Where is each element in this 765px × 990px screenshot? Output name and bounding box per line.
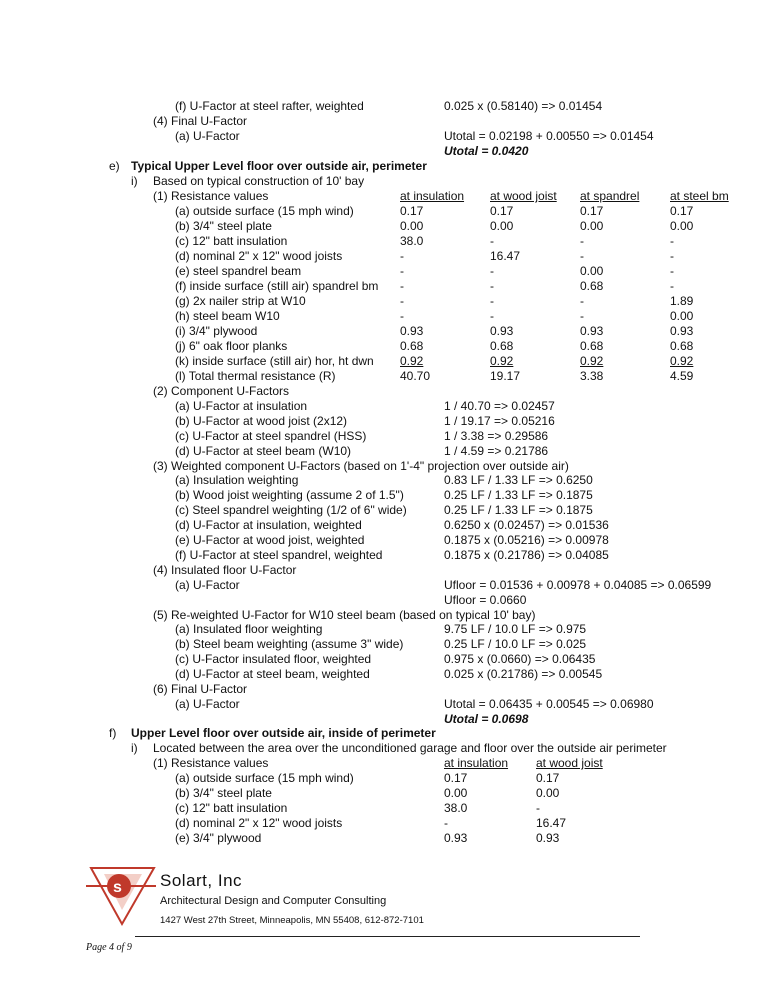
table-cell: - <box>400 309 404 323</box>
line-label: (a) Insulated floor weighting <box>175 622 323 637</box>
solart-logo-icon <box>86 858 156 928</box>
table-cell: - <box>490 294 494 308</box>
svg-text:s: s <box>113 879 122 896</box>
table-row-label: (k) inside surface (still air) hor, ht dwn <box>175 354 374 368</box>
table-cell: 1.89 <box>670 294 694 308</box>
table-cell: 0.00 <box>490 219 514 233</box>
table-cell: 0.93 <box>490 324 514 338</box>
table-cell: 0.93 <box>670 324 694 338</box>
line-label: (b) U-Factor at wood joist (2x12) <box>175 413 348 428</box>
company-tagline: Architectural Design and Computer Consulting <box>160 895 387 907</box>
table-cell: - <box>580 309 584 323</box>
table-row-label: (g) 2x nailer strip at W10 <box>175 294 306 308</box>
line-value: 1 / 40.70 => 0.02457 <box>444 398 555 413</box>
table-row-label: (a) outside surface (15 mph wind) <box>175 204 354 218</box>
table-cell: 38.0 <box>400 234 424 248</box>
table-row-label: (d) nominal 2" x 12" wood joists <box>175 249 343 263</box>
line-label: (4) Insulated floor U-Factor <box>153 562 297 577</box>
table-row-label: (j) 6" oak floor planks <box>175 339 288 353</box>
col-header: at wood joist <box>490 189 557 203</box>
table-cell: 0.00 <box>444 786 468 800</box>
table-cell: - <box>400 279 404 293</box>
table-cell: 16.47 <box>490 249 521 263</box>
line-label: (6) Final U-Factor <box>153 682 248 696</box>
line-label: (f) U-Factor at steel spandrel, weighted <box>175 547 383 562</box>
table-cell: 0.68 <box>400 339 424 353</box>
line-label: (2) Component U-Factors <box>153 384 290 398</box>
line-value: 0.25 LF / 1.33 LF => 0.1875 <box>444 488 593 503</box>
line-label: (5) Re-weighted U-Factor for W10 steel beam (based on typical 10' bay) <box>153 607 536 622</box>
line-value: 0.25 LF / 1.33 LF => 0.1875 <box>444 503 593 518</box>
table-cell: 38.0 <box>444 801 468 815</box>
line-label: (c) U-Factor insulated floor, weighted <box>175 652 372 667</box>
line-label: (f) U-Factor at steel rafter, weighted <box>175 99 364 113</box>
table-cell: 0.00 <box>580 264 604 278</box>
footer-rule <box>135 936 640 937</box>
table-cell: 0.92 <box>400 354 424 368</box>
line-value: Ufloor = 0.0660 <box>444 592 527 607</box>
table-cell: 0.17 <box>490 204 514 218</box>
table-cell: 0.00 <box>670 309 694 323</box>
line-label: (b) Wood joist weighting (assume 2 of 1.5") <box>175 488 404 503</box>
table-cell: 0.92 <box>580 354 604 368</box>
line-value: Ufloor = 0.01536 + 0.00978 + 0.04085 => 0.06599 <box>444 577 712 592</box>
line-value: Utotal = 0.02198 + 0.00550 => 0.01454 <box>444 129 654 143</box>
table-cell: - <box>670 264 674 278</box>
section-letter: f) <box>109 726 117 740</box>
line-label: (d) U-Factor at steel beam (W10) <box>175 443 352 458</box>
table-cell: 16.47 <box>536 816 567 830</box>
table-cell: 0.92 <box>490 354 514 368</box>
table-cell: 0.68 <box>580 339 604 353</box>
subsection-text: Based on typical construction of 10' bay <box>153 174 365 188</box>
table-cell: 0.68 <box>490 339 514 353</box>
company-name: Solart, Inc <box>160 871 243 890</box>
line-value: 0.025 x (0.21786) => 0.00545 <box>444 667 603 682</box>
section-letter: e) <box>109 159 120 173</box>
table-cell: - <box>490 234 494 248</box>
line-label: (b) Steel beam weighting (assume 3" wide) <box>175 637 404 652</box>
line-value: 1 / 19.17 => 0.05216 <box>444 413 555 428</box>
total-value: Utotal = 0.0420 <box>444 144 529 158</box>
section-heading: Typical Upper Level floor over outside air, perimeter <box>131 159 427 173</box>
line-value: Utotal = 0.0698 <box>444 711 529 726</box>
line-label: (3) Weighted component U-Factors (based on 1'-4" projection over outside air) <box>153 458 569 473</box>
table-row-label: (d) nominal 2" x 12" wood joists <box>175 816 343 830</box>
table-row-label: (b) 3/4" steel plate <box>175 786 272 800</box>
col-header: at spandrel <box>580 189 640 203</box>
table-cell: - <box>490 309 494 323</box>
line-label: (c) U-Factor at steel spandrel (HSS) <box>175 428 367 443</box>
page-number: Page 4 of 9 <box>86 942 132 953</box>
table-row-label: (c) 12" batt insulation <box>175 234 288 248</box>
table-cell: - <box>400 264 404 278</box>
table-cell: at wood joist <box>536 756 603 770</box>
table-row-label: (b) 3/4" steel plate <box>175 219 272 233</box>
table-cell: - <box>536 801 540 815</box>
line-label: (a) U-Factor at insulation <box>175 398 308 413</box>
line-label: (d) U-Factor at steel beam, weighted <box>175 667 370 682</box>
line-label: (a) U-Factor <box>175 577 240 592</box>
table-cell: - <box>490 264 494 278</box>
line-label: (a) U-Factor <box>175 129 240 143</box>
line-label: (d) U-Factor at insulation, weighted <box>175 518 362 533</box>
line-value: Utotal = 0.06435 + 0.00545 => 0.06980 <box>444 696 654 711</box>
table-cell: 0.92 <box>670 354 694 368</box>
table-cell: - <box>580 249 584 263</box>
line-value: 9.75 LF / 10.0 LF => 0.975 <box>444 622 587 637</box>
company-address: 1427 West 27th Street, Minneapolis, MN 55408, 612-872-7101 <box>160 915 424 926</box>
table-row-label: (c) 12" batt insulation <box>175 801 288 815</box>
table-cell: 0.00 <box>536 786 560 800</box>
line-label: (a) U-Factor <box>175 696 240 711</box>
table-row-label: (h) steel beam W10 <box>175 309 280 323</box>
table-cell: - <box>670 279 674 293</box>
table-cell: - <box>670 249 674 263</box>
subsection-text: Located between the area over the unconditioned garage and floor over the outside air perimeter <box>153 741 667 755</box>
table-row-label: (l) Total thermal resistance (R) <box>175 369 336 383</box>
table-cell: 0.93 <box>536 831 560 845</box>
table-cell: 0.17 <box>444 771 468 785</box>
table-row-label: (e) steel spandrel beam <box>175 264 302 278</box>
line-label: (c) Steel spandrel weighting (1/2 of 6" wide) <box>175 503 407 518</box>
table-cell: at insulation <box>444 756 509 770</box>
table-row-label: (i) 3/4" plywood <box>175 324 258 338</box>
table-cell: - <box>580 234 584 248</box>
table-cell: - <box>400 249 404 263</box>
table-cell: 0.17 <box>400 204 424 218</box>
table-cell: 0.17 <box>580 204 604 218</box>
col-header: at insulation <box>400 189 465 203</box>
table-row-label: (f) inside surface (still air) spandrel bm <box>175 279 379 293</box>
line-label: (a) Insulation weighting <box>175 473 299 488</box>
line-value: 0.83 LF / 1.33 LF => 0.6250 <box>444 473 593 488</box>
table-cell: - <box>490 279 494 293</box>
line-value: 0.975 x (0.0660) => 0.06435 <box>444 652 596 667</box>
line-label: (1) Resistance values <box>153 189 269 203</box>
table-cell: 0.00 <box>670 219 694 233</box>
table-cell: 3.38 <box>580 369 604 383</box>
table-cell: 0.00 <box>400 219 424 233</box>
line-label: (e) U-Factor at wood joist, weighted <box>175 533 365 547</box>
table-row-label: (a) outside surface (15 mph wind) <box>175 771 354 785</box>
table-cell: 40.70 <box>400 369 431 383</box>
line-value: 1 / 4.59 => 0.21786 <box>444 443 549 458</box>
table-cell: 0.93 <box>580 324 604 338</box>
section-heading: Upper Level floor over outside air, inside of perimeter <box>131 726 436 740</box>
table-cell: 0.68 <box>580 279 604 293</box>
table-row-label: (e) 3/4" plywood <box>175 831 262 845</box>
table-cell: 0.17 <box>536 771 560 785</box>
table-cell: 19.17 <box>490 369 521 383</box>
line-value: 0.1875 x (0.05216) => 0.00978 <box>444 533 609 547</box>
line-value: 0.025 x (0.58140) => 0.01454 <box>444 99 603 113</box>
line-value: 0.25 LF / 10.0 LF => 0.025 <box>444 637 587 652</box>
line-label: (4) Final U-Factor <box>153 114 248 128</box>
table-cell: 0.93 <box>444 831 468 845</box>
line-value: 1 / 3.38 => 0.29586 <box>444 428 549 443</box>
table-cell: - <box>444 816 448 830</box>
line-value: 0.6250 x (0.02457) => 0.01536 <box>444 518 609 533</box>
table-cell: 0.17 <box>670 204 694 218</box>
table-cell: - <box>580 294 584 308</box>
table-cell: - <box>400 294 404 308</box>
table-cell: - <box>670 234 674 248</box>
subsection-numeral: i) <box>131 174 138 188</box>
table-cell: 0.93 <box>400 324 424 338</box>
line-value: 0.1875 x (0.21786) => 0.04085 <box>444 547 609 562</box>
table-cell: 4.59 <box>670 369 694 383</box>
subsection-numeral: i) <box>131 741 138 755</box>
table-row-label: (1) Resistance values <box>153 756 269 770</box>
table-cell: 0.68 <box>670 339 694 353</box>
col-header: at steel bm <box>670 189 729 203</box>
table-cell: 0.00 <box>580 219 604 233</box>
